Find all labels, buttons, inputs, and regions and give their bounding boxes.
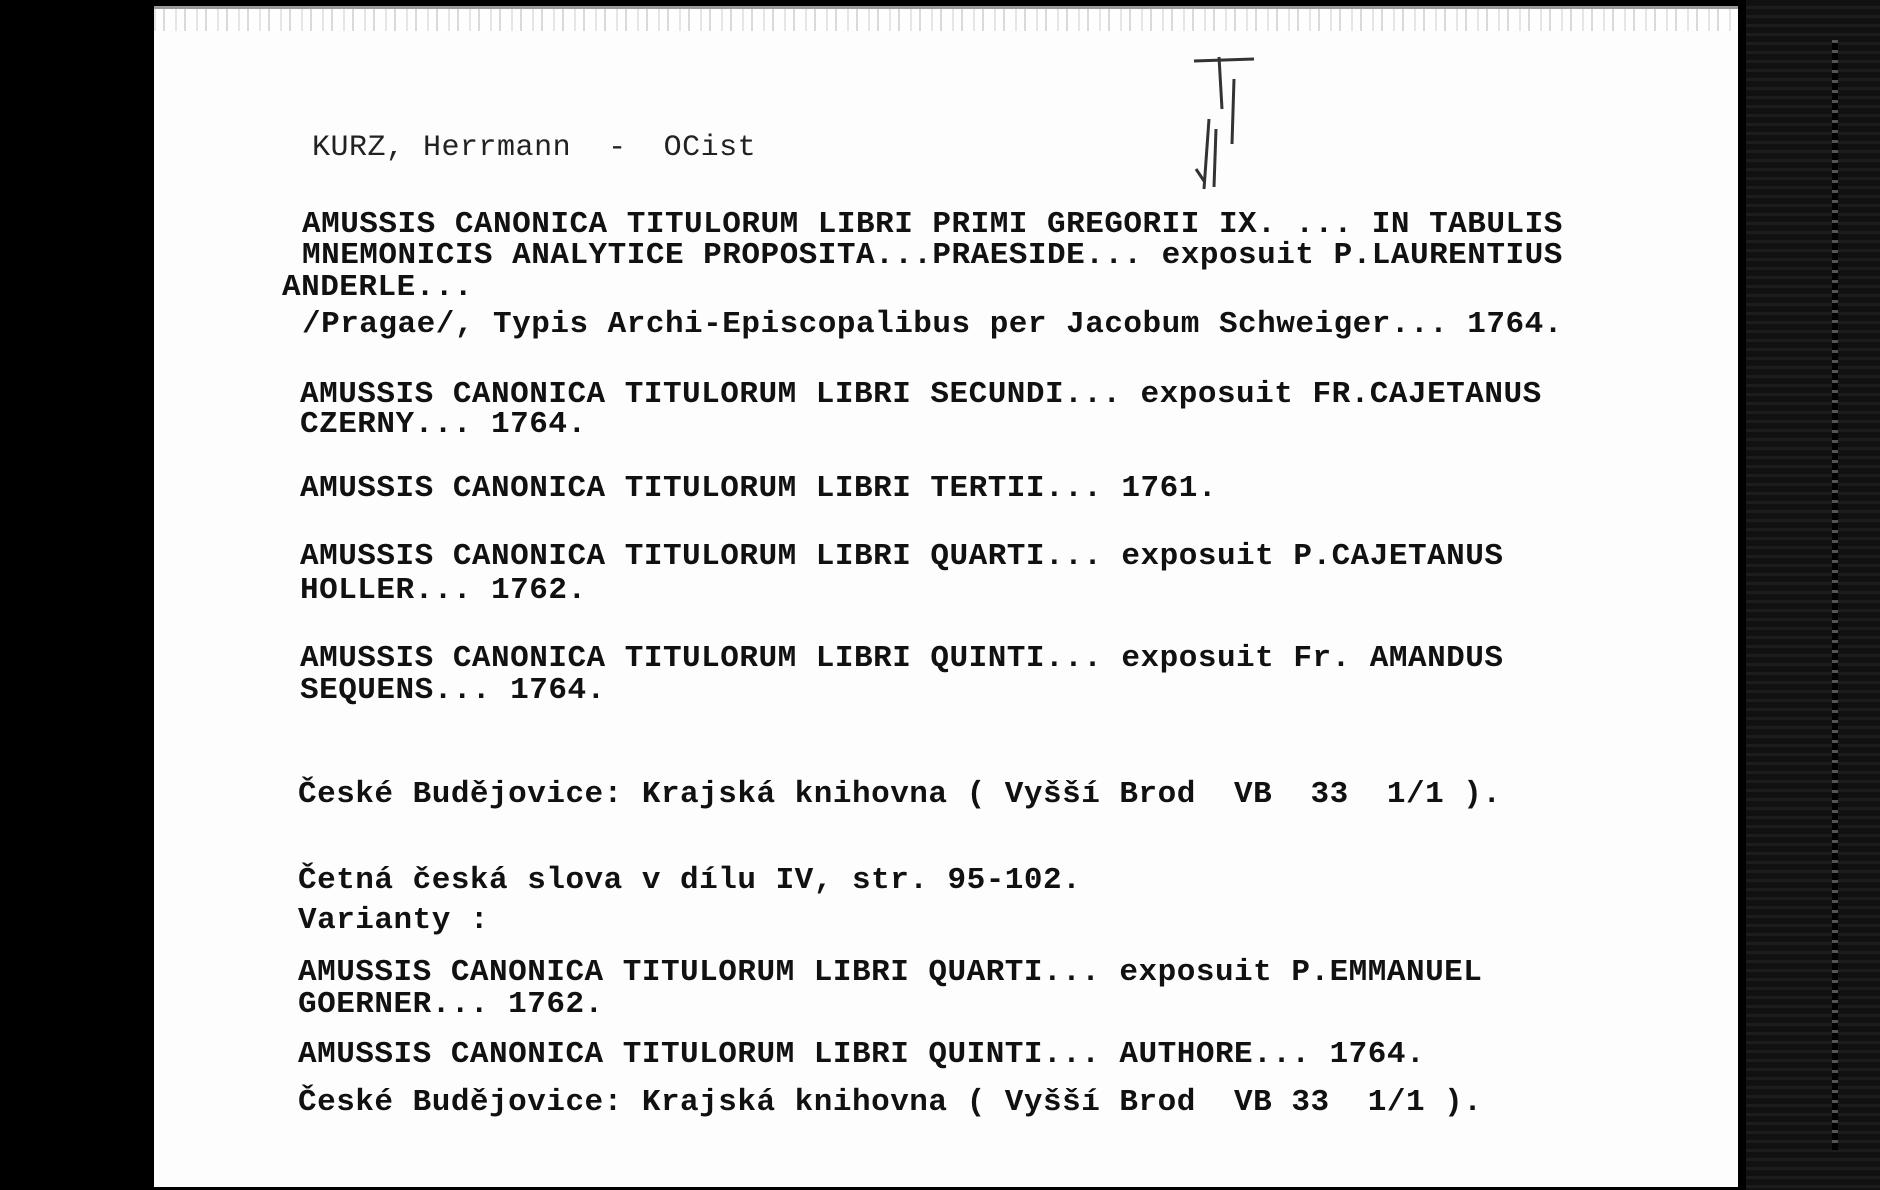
author-surname: KURZ bbox=[312, 131, 387, 165]
variant2-line1: AMUSSIS CANONICA TITULORUM LIBRI QUINTI... AUTHORE... 1764. bbox=[298, 1037, 1426, 1072]
variants-label: Varianty : bbox=[298, 903, 490, 938]
scan-edge-noise bbox=[154, 9, 1738, 31]
entry2-line2: CZERNY... 1764. bbox=[300, 407, 587, 442]
holding-location-2: České Budějovice: Krajská knihovna ( Vyšší Brod VB 33 1/1 ). bbox=[298, 1085, 1483, 1120]
entry3-line1: AMUSSIS CANONICA TITULORUM LIBRI TERTII... 1761. bbox=[300, 471, 1217, 506]
variant1-line1: AMUSSIS CANONICA TITULORUM LIBRI QUARTI... exposuit P.EMMANUEL bbox=[298, 955, 1483, 990]
catalog-card bbox=[154, 6, 1738, 1187]
note-line: Četná česká slova v dílu IV, str. 95-102. bbox=[298, 863, 1082, 898]
religious-order: OCist bbox=[663, 131, 757, 165]
entry1-line2: MNEMONICIS ANALYTICE PROPOSITA...PRAESIDE... exposuit P.LAURENTIUS bbox=[302, 238, 1563, 273]
entry1-line3: ANDERLE... bbox=[282, 270, 474, 305]
scan-border-strip bbox=[1746, 0, 1880, 1190]
entry2-line1: AMUSSIS CANONICA TITULORUM LIBRI SECUNDI... exposuit FR.CAJETANUS bbox=[300, 377, 1542, 412]
variant1-line2: GOERNER... 1762. bbox=[298, 987, 604, 1022]
handwritten-mark bbox=[1174, 49, 1264, 199]
author-heading bbox=[312, 133, 756, 164]
entry5-line1: AMUSSIS CANONICA TITULORUM LIBRI QUINTI... exposuit Fr. AMANDUS bbox=[300, 641, 1504, 676]
entry4-line1: AMUSSIS CANONICA TITULORUM LIBRI QUARTI... exposuit P.CAJETANUS bbox=[300, 539, 1504, 574]
entry4-line2: HOLLER... 1762. bbox=[300, 573, 587, 608]
entry1-line1: AMUSSIS CANONICA TITULORUM LIBRI PRIMI GREGORII IX. ... IN TABULIS bbox=[302, 207, 1563, 242]
entry1-imprint: /Pragae/, Typis Archi-Episcopalibus per Jacobum Schweiger... 1764. bbox=[302, 307, 1563, 342]
author-separator: , bbox=[386, 131, 405, 165]
entry5-line2: SEQUENS... 1764. bbox=[300, 673, 606, 708]
heading-dash: - bbox=[608, 131, 627, 165]
holding-location-1: České Budějovice: Krajská knihovna ( Vyšší Brod VB 33 1/1 ). bbox=[298, 777, 1502, 812]
author-given-name: Herrmann bbox=[423, 131, 572, 165]
